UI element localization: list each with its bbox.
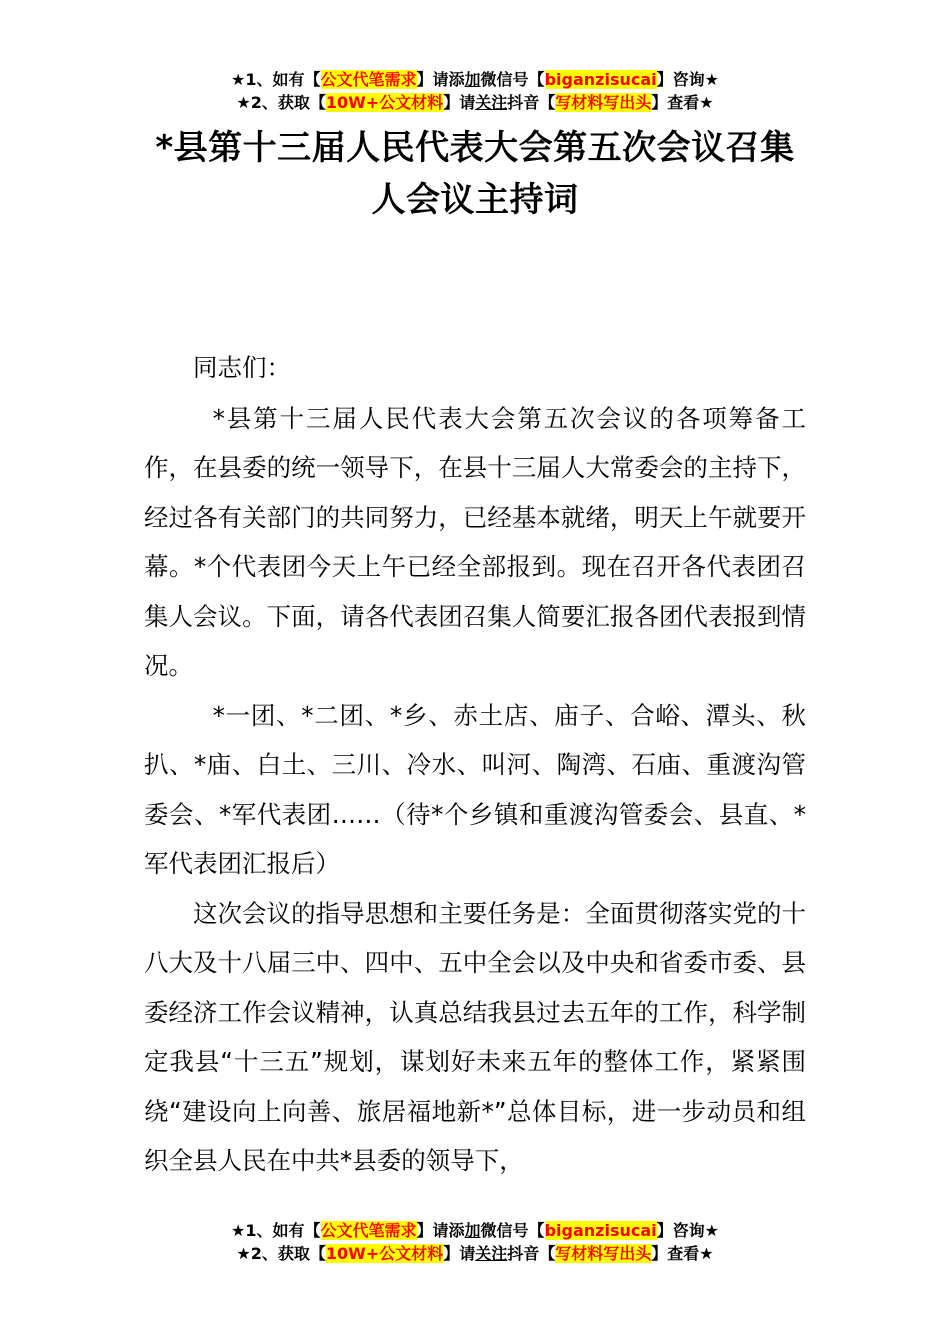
- salutation: 同志们：: [193, 353, 291, 382]
- highlight-materials: 10W+公文材料: [325, 93, 444, 112]
- banner-line-1: ★1、如有【公文代笔需求】请添加微信号【biganzisucai】咨询★: [231, 70, 719, 89]
- document-body: [144, 343, 806, 1186]
- highlight-wechat-id: biganzisucai: [544, 70, 657, 89]
- highlight-ghostwriting: 公文代笔需求: [320, 70, 417, 89]
- highlight-ghostwriting: 公文代笔需求: [320, 1221, 417, 1240]
- highlight-wechat-id: biganzisucai: [544, 1221, 657, 1240]
- document-title: *县第十三届人民代表大会第五次会议召集人会议主持词: [155, 128, 795, 220]
- highlight-materials: 10W+公文材料: [325, 1244, 444, 1263]
- paragraph-2: *一团、*二团、*乡、赤土店、庙子、合峪、潭头、秋扒、*庙、白土、三川、冷水、叫河、陶湾、石庙、重渡沟管委会、*军代表团……（待*个乡镇和重渡沟管委会、县直、*军代表团汇报后）: [144, 700, 806, 878]
- banner-line-2: ★2、获取【10W+公文材料】请关注抖音【写材料写出头】查看★: [236, 93, 714, 112]
- paragraph-1: *县第十三届人民代表大会第五次会议的各项筹备工作，在县委的统一领导下，在县十三届人大常委会的主持下，经过各有关部门的共同努力，已经基本就绪，明天上午就要开幕。*个代表团今天上午已经全部报到。现在召开各代表团召集人会议。下面，请各代表团召集人简要汇报各团代表报到情况。: [144, 403, 806, 680]
- banner-line-2: ★2、获取【10W+公文材料】请关注抖音【写材料写出头】查看★: [236, 1244, 714, 1263]
- header-banner: [0, 68, 950, 114]
- banner-line-1: ★1、如有【公文代笔需求】请添加微信号【biganzisucai】咨询★: [231, 1221, 719, 1240]
- footer-banner: [0, 1219, 950, 1265]
- highlight-douyin: 写材料写出头: [555, 1244, 652, 1263]
- paragraph-3: 这次会议的指导思想和主要任务是：全面贯彻落实党的十八大及十八届三中、四中、五中全会以及中央和省委市委、县委经济工作会议精神，认真总结我县过去五年的工作，科学制定我县“十三五”规划，谋划好未来五年的整体工作，紧紧围绕“建设向上向善、旅居福地新*”总体目标，进一步动员和组织全县人民在中共*县委的领导下，: [144, 898, 806, 1175]
- highlight-douyin: 写材料写出头: [555, 93, 652, 112]
